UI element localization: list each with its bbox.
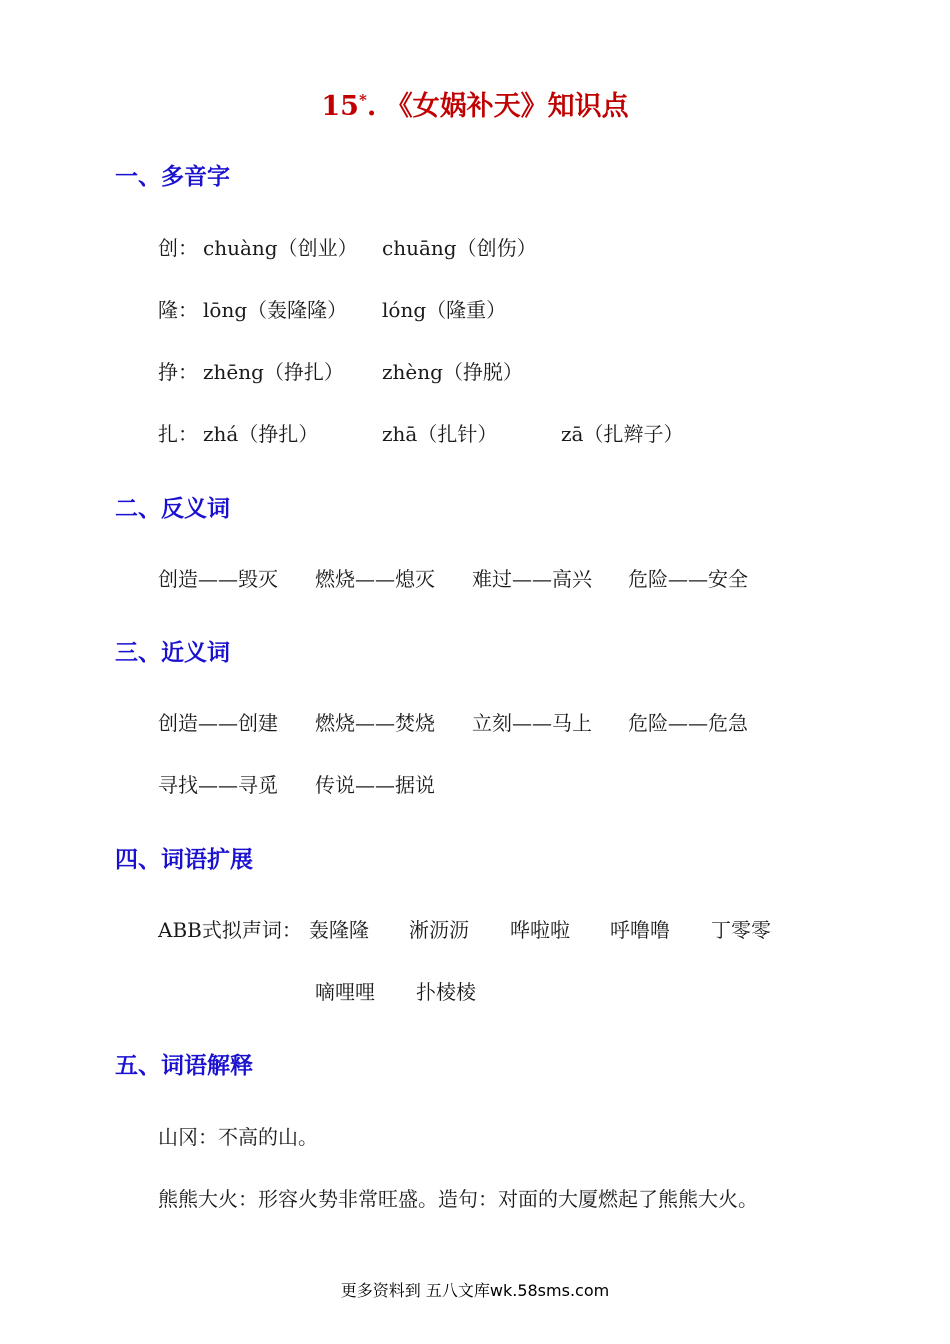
- synonym-pair: 寻找——寻觅: [158, 773, 278, 797]
- expansion-word: 淅沥沥: [409, 918, 469, 942]
- title-number: 15: [321, 91, 359, 122]
- explanation-item: 熊熊大火：形容火势非常旺盛。造句：对面的大厦燃起了熊熊大火。: [158, 1187, 758, 1211]
- explanation-item: 山冈：不高的山。: [158, 1125, 318, 1149]
- section-heading-synonyms: 三、近义词: [115, 639, 230, 666]
- section-heading-antonyms: 二、反义词: [115, 495, 230, 522]
- expansion-word: 扑棱棱: [416, 980, 476, 1004]
- section-heading-polyphones: 一、多音字: [115, 163, 230, 190]
- antonym-pair: 危险——安全: [628, 567, 748, 591]
- expansion-word: 轰隆隆: [309, 918, 369, 942]
- expansion-label: ABB式拟声词：: [158, 918, 302, 942]
- antonym-pair: 燃烧——熄灭: [315, 567, 435, 591]
- polyphone-reading: lōng（轰隆隆）: [203, 298, 348, 322]
- title-text: . 《女娲补天》知识点: [366, 91, 629, 122]
- antonym-pair: 创造——毁灭: [158, 567, 278, 591]
- synonym-pair: 立刻——马上: [472, 711, 592, 735]
- footer-watermark: 更多资料到 五八文库wk.58sms.com: [340, 1281, 610, 1300]
- antonym-pair: 难过——高兴: [472, 567, 592, 591]
- polyphone-reading: zhēng（挣扎）: [203, 360, 344, 384]
- section-heading-explanations: 五、词语解释: [115, 1052, 253, 1079]
- synonym-pair: 创造——创建: [158, 711, 278, 735]
- polyphone-reading: lóng（隆重）: [382, 298, 507, 322]
- synonym-pair: 传说——据说: [315, 773, 435, 797]
- expansion-word: 丁零零: [711, 918, 771, 942]
- synonym-pair: 燃烧——焚烧: [315, 711, 435, 735]
- polyphone-reading: zā（扎辫子）: [561, 422, 684, 446]
- polyphone-reading: zhá（挣扎）: [203, 422, 319, 446]
- polyphone-reading: chuāng（创伤）: [382, 236, 537, 260]
- page-title: [0, 84, 950, 123]
- polyphone-char: 挣：: [158, 360, 198, 384]
- polyphone-reading: zhā（扎针）: [382, 422, 498, 446]
- polyphone-char: 扎：: [158, 422, 198, 446]
- polyphone-char: 隆：: [158, 298, 198, 322]
- polyphone-reading: chuàng（创业）: [203, 236, 358, 260]
- polyphone-reading: zhèng（挣脱）: [382, 360, 523, 384]
- expansion-word: 嘀哩哩: [315, 980, 375, 1004]
- section-heading-expansion: 四、词语扩展: [115, 846, 253, 873]
- expansion-word: 哗啦啦: [510, 918, 570, 942]
- synonym-pair: 危险——危急: [628, 711, 748, 735]
- expansion-word: 呼噜噜: [610, 918, 670, 942]
- polyphone-char: 创：: [158, 236, 198, 260]
- title-star: *: [358, 91, 367, 109]
